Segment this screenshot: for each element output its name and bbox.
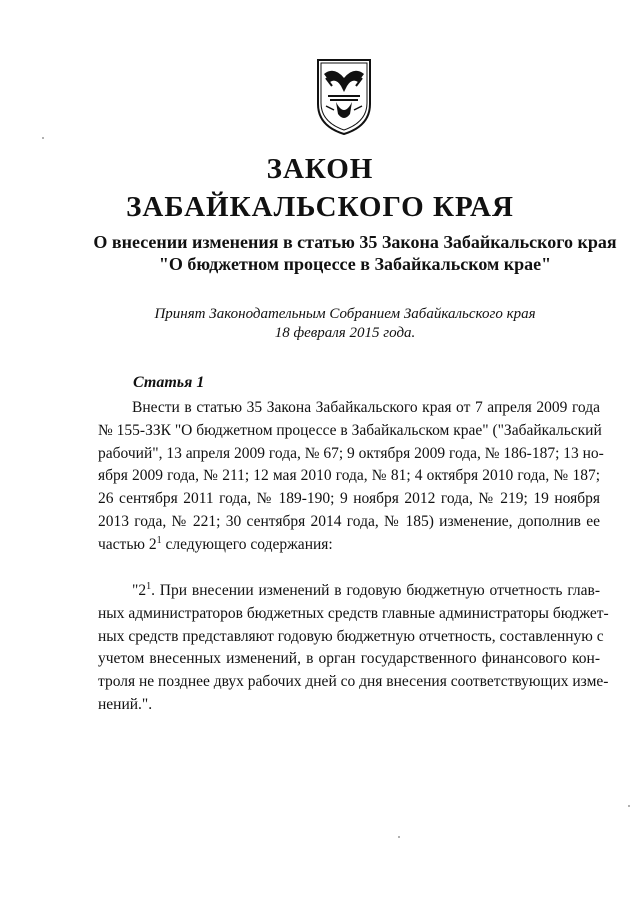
paragraph-line <box>98 534 600 557</box>
scan-speck <box>628 805 630 807</box>
paragraph-line: Внести в статью 35 Закона Забайкальского края от 7 апреля 2009 года <box>132 399 600 416</box>
article-paragraph-1 <box>98 397 604 557</box>
paragraph-text: "2 <box>132 582 147 599</box>
paragraph-text: . При внесении изменений в годовую бюджетную отчетность глав- <box>151 582 600 599</box>
paragraph-text: следующего содержания: <box>161 535 333 553</box>
paragraph-line <box>98 580 600 603</box>
law-subtitle <box>0 231 640 275</box>
law-region-title: ЗАБАЙКАЛЬСКОГО КРАЯ <box>126 191 514 223</box>
paragraph-line: ября 2009 года, № 211; 12 мая 2010 года, № 81; 4 октября 2010 года, № 187; <box>98 467 600 485</box>
adoption-line-1: Принят Законодательным Собранием Забайкальского края <box>154 306 536 322</box>
law-title: ЗАКОН <box>266 153 374 185</box>
article-heading: Статья 1 <box>133 374 205 391</box>
scan-speck <box>398 836 400 838</box>
paragraph-line: нений.". <box>98 695 153 713</box>
superscript: 1 <box>156 534 162 546</box>
adoption-note <box>0 305 640 343</box>
adoption-date: 18 февраля 2015 года. <box>274 325 416 341</box>
subtitle-line-1: О внесении изменения в статью 35 Закона Забайкальского края <box>93 232 617 252</box>
paragraph-line: ных средств представляют годовую бюджетную отчетность, составленную с <box>98 627 604 645</box>
paragraph-line: № 155-ЗЗК "О бюджетном процессе в Забайкальском крае" ("Забайкальский <box>98 421 602 439</box>
superscript: 1 <box>146 580 152 592</box>
paragraph-line: троля не позднее двух рабочих дней со дня внесения соответствующих изме- <box>98 673 609 691</box>
paragraph-text: частью 2 <box>98 535 157 553</box>
paragraph-line: рабочий", 13 апреля 2009 года, № 67; 9 октября 2009 года, № 186-187; 13 но- <box>98 444 604 462</box>
paragraph-line: ных администраторов бюджетных средств главные администраторы бюджет- <box>98 604 609 622</box>
paragraph-line: учетом внесенных изменений, в орган государственного финансового кон- <box>98 650 600 668</box>
paragraph-line: 2013 года, № 221; 30 сентября 2014 года, № 185) изменение, дополнив ее <box>98 512 600 530</box>
coat-of-arms-icon <box>314 56 374 136</box>
subtitle-line-2: "О бюджетном процессе в Забайкальском крае" <box>158 254 552 274</box>
paragraph-line: 26 сентября 2011 года, № 189-190; 9 ноября 2012 года, № 219; 19 ноября <box>98 490 600 508</box>
scan-speck <box>42 137 44 139</box>
article-paragraph-2 <box>98 580 609 717</box>
